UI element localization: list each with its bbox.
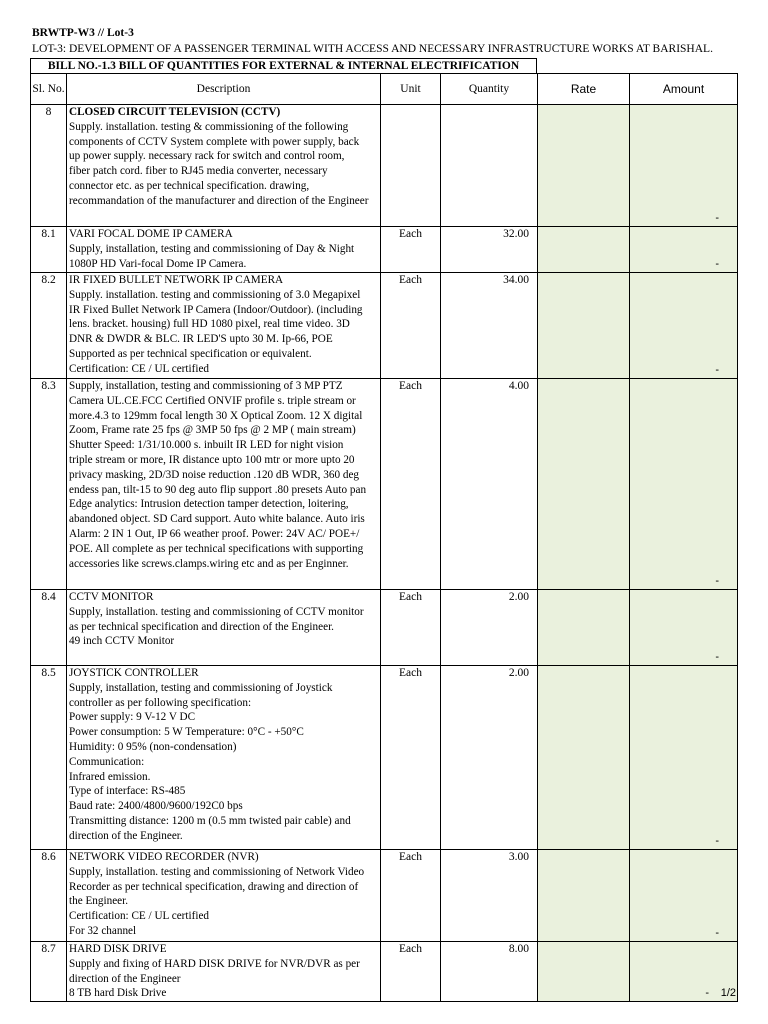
description-cell	[67, 379, 381, 590]
sl-no-cell: 8	[31, 105, 67, 227]
unit-cell: Each	[381, 379, 441, 590]
sl-no-cell: 8.3	[31, 379, 67, 590]
unit-cell: Each	[381, 942, 441, 1002]
quantity-cell: 2.00	[441, 666, 538, 850]
amount-value: -	[715, 927, 719, 939]
quantity-cell: 8.00	[441, 942, 538, 1002]
rate-cell[interactable]	[538, 850, 630, 942]
description-cell	[67, 590, 381, 666]
description-line: Supply and fixing of HARD DISK DRIVE for NVR/DVR as per	[69, 957, 360, 970]
rate-cell[interactable]	[538, 666, 630, 850]
amount-value: -	[715, 835, 719, 847]
table-row	[31, 666, 738, 850]
table-row	[31, 273, 738, 379]
description-line: Recorder as per technical specification, drawing and direction of	[69, 880, 359, 893]
amount-cell[interactable]	[630, 273, 738, 379]
project-code: BRWTP-W3 // Lot-3	[32, 27, 134, 39]
rate-cell[interactable]	[538, 273, 630, 379]
bill-title: BILL NO.-1.3 BILL OF QUANTITIES FOR EXTERNAL & INTERNAL ELECTRIFICATION	[30, 58, 537, 73]
description-line: direction of the Engineer	[69, 972, 181, 985]
sl-no-cell: 8.7	[31, 942, 67, 1002]
col-rate: Rate	[538, 74, 630, 105]
amount-value: -	[715, 575, 719, 587]
item-title: CLOSED CIRCUIT TELEVISION (CCTV)	[69, 106, 281, 118]
rate-cell[interactable]	[538, 227, 630, 273]
item-title: NETWORK VIDEO RECORDER (NVR)	[69, 851, 259, 863]
amount-cell[interactable]	[630, 379, 738, 590]
description-cell	[67, 273, 381, 379]
amount-cell[interactable]	[630, 105, 738, 227]
col-description: Description	[67, 74, 381, 105]
description-line: Power consumption: 5 W Temperature: 0°C - +50°C	[69, 726, 304, 739]
description-line: direction of the Engineer.	[69, 829, 183, 842]
page-number: 1/2	[720, 987, 736, 1000]
table-row	[31, 227, 738, 273]
table-row	[31, 105, 738, 227]
description-line: endess pan, tilt-15 to 90 deg auto flip support .80 presets Auto pan	[69, 483, 367, 496]
description-line: Supply, installation, testing and commissioning of Joystick	[69, 681, 333, 694]
description-cell	[67, 666, 381, 850]
quantity-cell: 3.00	[441, 850, 538, 942]
quantity-cell: 4.00	[441, 379, 538, 590]
amount-cell[interactable]	[630, 666, 738, 850]
item-title: JOYSTICK CONTROLLER	[69, 667, 199, 679]
description-line: 8 TB hard Disk Drive	[69, 987, 167, 1000]
description-line: 1080P HD Vari-focal Dome IP Camera.	[69, 257, 247, 270]
description-line: 49 inch CCTV Monitor	[69, 635, 175, 648]
description-line: Supply, installation, testing and commissioning of Day & Night	[69, 242, 355, 255]
description-line: triple stream or more, IR distance upto 100 mtr or more upto 20	[69, 453, 355, 466]
description-line: abandoned object. SD Card support. Auto white balance. Auto iris	[69, 513, 365, 526]
description-line: Communication:	[69, 755, 145, 768]
description-line: Supply. installation. testing and commissioning of 3.0 Megapixel	[69, 288, 361, 301]
description-line: Zoom, Frame rate 25 fps @ 3MP 50 fps @ 2 MP ( main stream)	[69, 424, 356, 437]
amount-cell[interactable]	[630, 590, 738, 666]
item-title: VARI FOCAL DOME IP CAMERA	[69, 228, 233, 240]
amount-value: -	[715, 258, 719, 270]
description-line: more.4.3 to 129mm focal length 30 X Optical Zoom. 12 X digital	[69, 409, 363, 422]
description-line: controller as per following specification:	[69, 696, 252, 709]
col-sl-no: Sl. No.	[31, 74, 67, 105]
description-cell	[67, 227, 381, 273]
quantity-cell: 2.00	[441, 590, 538, 666]
col-amount: Amount	[630, 74, 738, 105]
amount-value: -	[705, 987, 709, 1000]
description-line: Shutter Speed: 1/31/10.000 s. inbuilt IR LED for night vision	[69, 439, 344, 452]
rate-cell[interactable]	[538, 105, 630, 227]
description-line: Power supply: 9 V-12 V DC	[69, 711, 196, 724]
description-line: DNR & DWDR & BLC. IR LED'S upto 30 M. Ip-66, POE	[69, 333, 333, 346]
quantity-cell	[441, 105, 538, 227]
item-title: HARD DISK DRIVE	[69, 943, 167, 955]
unit-cell: Each	[381, 666, 441, 850]
description-line: Infrared emission.	[69, 770, 151, 783]
unit-cell: Each	[381, 227, 441, 273]
description-line: Certification: CE / UL certified	[69, 362, 210, 375]
description-line: components of CCTV System complete with power supply, back	[69, 135, 360, 148]
item-title: Supply, installation, testing and commissioning of 3 MP PTZ	[69, 380, 343, 392]
description-line: POE. All complete as per technical specifications with supporting	[69, 542, 364, 555]
amount-cell[interactable]	[630, 227, 738, 273]
description-line: Supply. installation. testing & commissioning of the following	[69, 120, 349, 133]
table-header-row	[31, 74, 738, 105]
description-line: recommandation of the manufacturer and direction of the Engineer	[69, 194, 369, 207]
description-line: Camera UL.CE.FCC Certified ONVIF profile s. triple stream or	[69, 394, 356, 407]
quantity-cell: 32.00	[441, 227, 538, 273]
description-line: privacy masking, 2D/3D noise reduction .120 dB WDR, 360 deg	[69, 468, 360, 481]
table-row	[31, 942, 738, 1002]
table-row	[31, 850, 738, 942]
description-line: as per technical specification and direction of the Engineer.	[69, 620, 334, 633]
unit-cell: Each	[381, 850, 441, 942]
description-line: Transmitting distance: 1200 m (0.5 mm twisted pair cable) and	[69, 814, 351, 827]
description-line: For 32 channel	[69, 924, 137, 937]
description-cell	[67, 850, 381, 942]
description-line: accessories like screws.clamps.wiring etc and as per Enginner.	[69, 557, 349, 570]
sl-no-cell: 8.6	[31, 850, 67, 942]
description-line: connector etc. as per technical specification. drawing,	[69, 179, 310, 192]
description-line: Supported as per technical specification or equivalent.	[69, 347, 312, 360]
rate-cell[interactable]	[538, 942, 630, 1002]
rate-cell[interactable]	[538, 379, 630, 590]
sl-no-cell: 8.1	[31, 227, 67, 273]
description-line: Type of interface: RS-485	[69, 785, 186, 798]
amount-value: -	[715, 364, 719, 376]
amount-cell[interactable]	[630, 942, 738, 1002]
boq-table	[30, 73, 738, 1002]
unit-cell: Each	[381, 273, 441, 379]
lot-title: LOT-3: DEVELOPMENT OF A PASSENGER TERMINAL WITH ACCESS AND NECESSARY INFRASTRUCTURE WORKS AT BARISHAL.	[32, 43, 713, 55]
amount-cell[interactable]	[630, 850, 738, 942]
description-line: Baud rate: 2400/4800/9600/192C0 bps	[69, 800, 243, 813]
col-unit: Unit	[381, 74, 441, 105]
description-line: Edge analytics: Intrusion detection tamper detection, loitering,	[69, 498, 349, 511]
description-cell	[67, 105, 381, 227]
description-line: Supply, installation. testing and commissioning of CCTV monitor	[69, 605, 364, 618]
quantity-cell: 34.00	[441, 273, 538, 379]
rate-cell[interactable]	[538, 590, 630, 666]
description-line: the Engineer.	[69, 895, 129, 908]
description-line: lens. bracket. housing) full HD 1080 pixel, real time video. 3D	[69, 318, 350, 331]
description-cell	[67, 942, 381, 1002]
sl-no-cell: 8.4	[31, 590, 67, 666]
table-row	[31, 379, 738, 590]
description-line: Supply, installation. testing and commissioning of Network Video	[69, 865, 365, 878]
col-quantity: Quantity	[441, 74, 538, 105]
description-line: Humidity: 0 95% (non-condensation)	[69, 740, 237, 753]
amount-value: -	[715, 651, 719, 663]
description-line: up power supply. necessary rack for switch and control room,	[69, 150, 345, 163]
sl-no-cell: 8.2	[31, 273, 67, 379]
sl-no-cell: 8.5	[31, 666, 67, 850]
description-line: Alarm: 2 IN 1 Out, IP 66 weather proof. Power: 24V AC/ POE+/	[69, 527, 360, 540]
unit-cell: Each	[381, 590, 441, 666]
unit-cell	[381, 105, 441, 227]
amount-value: -	[715, 212, 719, 224]
item-title: IR FIXED BULLET NETWORK IP CAMERA	[69, 274, 284, 286]
description-line: fiber patch cord. fiber to RJ45 media converter, necessary	[69, 165, 328, 178]
description-line: Certification: CE / UL certified	[69, 910, 210, 923]
description-line: IR Fixed Bullet Network IP Camera (Indoor/Outdoor). (including	[69, 303, 363, 316]
item-title: CCTV MONITOR	[69, 591, 154, 603]
table-row	[31, 590, 738, 666]
